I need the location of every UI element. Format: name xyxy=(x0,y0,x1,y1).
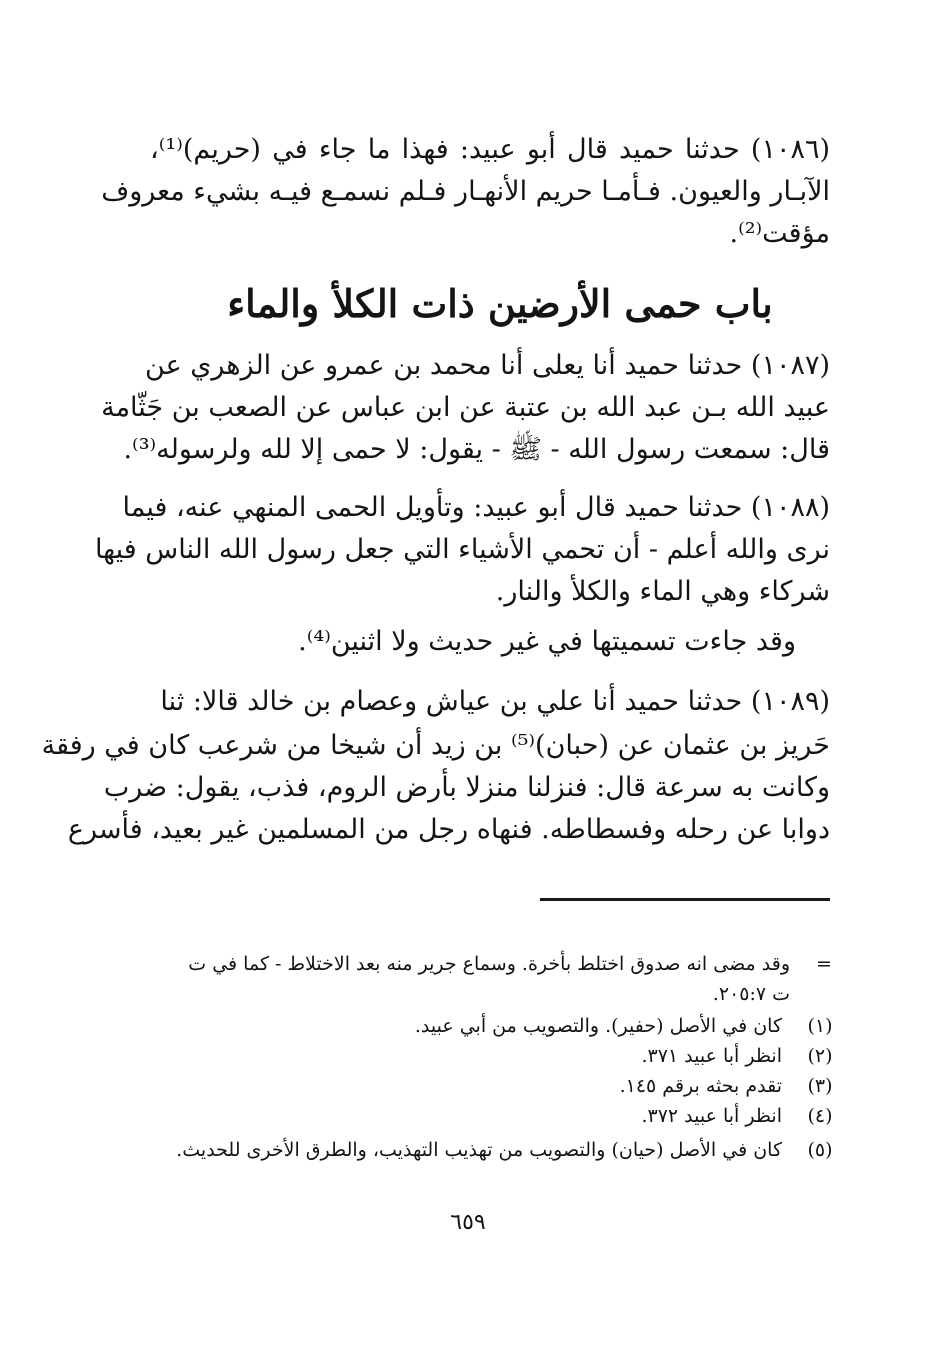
paragraph-naming-line: وقد جاءت تسميتها في غير حديث ولا اثنين⁽⁴⁾. xyxy=(298,626,796,657)
section-heading: باب حمى الأرضين ذات الكلأ والماء xyxy=(227,281,773,326)
paragraph-1089-line-3: وكانت به سرعة قال: فنزلنا منزلا بأرض الروم، فذب، يقول: ضرب xyxy=(103,772,830,803)
paragraph-1089-line-4: دوابا عن رحله وفسطاطه. فنهاه رجل من المسلمين غير بعيد، فأسرع xyxy=(67,814,830,845)
footnote-1-marker: (١) xyxy=(807,1015,833,1037)
footnote-5-text: كان في الأصل (حيان) والتصويب من تهذيب التهذيب، والطرق الأخرى للحديث. xyxy=(176,1139,782,1161)
footnote-continuation-line-2: ت ٢٠٥:٧. xyxy=(712,983,790,1005)
footnote-continuation-marker: = xyxy=(816,953,832,975)
paragraph-1087-line-1: (١٠٨٧) حدثنا حميد أنا يعلى أنا محمد بن عمرو عن الزهري عن xyxy=(145,350,830,381)
footnote-4-marker: (٤) xyxy=(807,1105,833,1127)
footnote-separator xyxy=(540,898,830,901)
footnote-2-text: انظر أبا عبيد ٣٧١. xyxy=(641,1045,782,1067)
paragraph-1088-line-2: نرى والله أعلم - أن تحمي الأشياء التي جعل رسول الله الناس فيها xyxy=(94,534,830,565)
paragraph-1088-line-1: (١٠٨٨) حدثنا حميد قال أبو عبيد: وتأويل الحمى المنهي عنه، فيما xyxy=(122,492,830,523)
paragraph-1088-line-3: شركاء وهي الماء والكلأ والنار. xyxy=(495,576,830,607)
footnote-3-text: تقدم بحثه برقم ١٤٥. xyxy=(619,1075,782,1097)
footnote-1-text: كان في الأصل (حفير). والتصويب من أبي عبيد. xyxy=(414,1015,782,1037)
paragraph-1087-line-3: قال: سمعت رسول الله - ﷺ - يقول: لا حمى إلا لله ولرسوله⁽³⁾. xyxy=(123,434,830,465)
paragraph-1086-line-1: (١٠٨٦) حدثنا حميد قال أبو عبيد: فهذا ما جاء في (حريم)⁽¹⁾، xyxy=(150,134,830,165)
footnote-4-text: انظر أبا عبيد ٣٧٢. xyxy=(641,1105,782,1127)
paragraph-1089-line-2: حَريز بن عثمان عن (حبان)⁽⁵⁾ بن زيد أن شيخا من شرعب كان في رفقة xyxy=(41,730,830,761)
paragraph-1086-line-2: الآبـار والعيون. فـأمـا حريم الأنهـار فـلم نسمـع فيـه بشيء معروف xyxy=(101,176,830,207)
paragraph-1087-line-2: عبيد الله بـن عبد الله بن عتبة عن ابن عباس عن الصعب بن جَثّامة xyxy=(101,392,830,423)
footnote-2-marker: (٢) xyxy=(807,1045,833,1067)
paragraph-1086-line-3: مؤقت⁽²⁾. xyxy=(729,218,830,249)
footnote-3-marker: (٣) xyxy=(807,1075,833,1097)
paragraph-1089-line-1: (١٠٨٩) حدثنا حميد أنا علي بن عياش وعصام بن خالد قالا: ثنا xyxy=(160,686,830,717)
page-number: ٦٥٩ xyxy=(450,1210,486,1235)
footnote-continuation-line-1: وقد مضى انه صدوق اختلط بأخرة. وسماع جرير منه بعد الاختلاط - كما في ت xyxy=(188,953,790,975)
footnote-5-marker: (٥) xyxy=(807,1139,833,1161)
